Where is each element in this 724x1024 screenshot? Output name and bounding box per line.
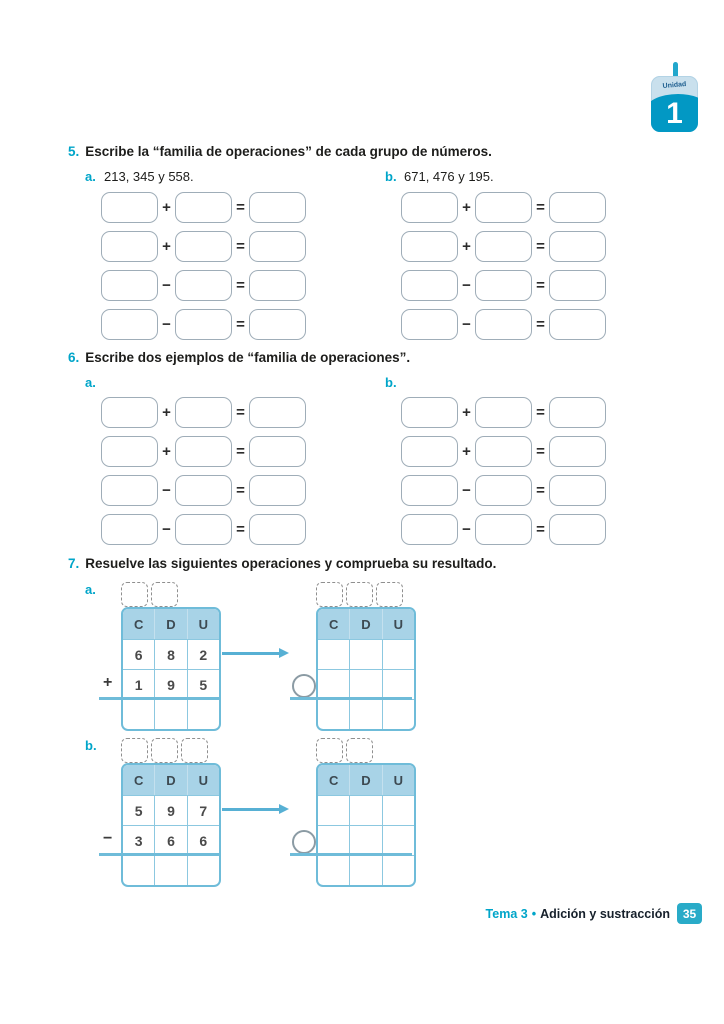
exercise7-b-operation-row (123, 795, 219, 825)
answer-box[interactable] (401, 397, 458, 428)
empty-digit-cell[interactable] (382, 826, 414, 855)
sum-line (99, 853, 219, 856)
operator-sign: − (162, 482, 171, 499)
exercise7-a-operation-header-row (123, 609, 219, 639)
digit-cell: 6 (134, 646, 143, 663)
operation-row (401, 309, 606, 340)
operator-circle[interactable] (292, 830, 316, 854)
place-value-header-cell: C (133, 616, 144, 632)
answer-box[interactable] (249, 231, 306, 262)
answer-box[interactable] (475, 436, 532, 467)
place-value-header-cell: D (349, 765, 381, 795)
arrow-icon (222, 652, 280, 655)
empty-digit-cell[interactable] (154, 856, 186, 885)
answer-box[interactable] (175, 436, 232, 467)
digit-cell: 1 (134, 676, 143, 693)
exercise6-part-a-operation-grid (101, 397, 306, 553)
carry-box[interactable] (346, 738, 373, 763)
equals-sign: = (536, 521, 545, 538)
equals-sign: = (536, 199, 545, 216)
sum-line (290, 697, 412, 700)
answer-box[interactable] (549, 514, 606, 545)
exercise6-part-a-label: a. (85, 375, 96, 390)
answer-box[interactable] (549, 475, 606, 506)
place-value-header-cell: U (382, 609, 414, 639)
exercise7-b-check-header-row (318, 765, 414, 795)
exercise7-a-check-row (318, 669, 414, 699)
empty-digit-cell[interactable] (349, 640, 381, 669)
answer-box[interactable] (475, 192, 532, 223)
operation-row (101, 436, 306, 467)
operation-row (401, 514, 606, 545)
empty-digit-cell[interactable] (382, 856, 414, 885)
exercise6-heading (68, 350, 410, 366)
answer-box[interactable] (249, 270, 306, 301)
digit-cell: 8 (154, 640, 186, 669)
equals-sign: = (536, 277, 545, 294)
empty-digit-cell[interactable] (123, 700, 154, 729)
exercise7-b-operation-row (123, 855, 219, 885)
answer-box[interactable] (101, 270, 158, 301)
answer-box[interactable] (401, 192, 458, 223)
empty-digit-cell[interactable] (318, 826, 349, 855)
empty-digit-cell[interactable] (154, 700, 186, 729)
unit-badge-card (651, 76, 698, 132)
operation-row (401, 270, 606, 301)
carry-box[interactable] (151, 738, 178, 763)
operator-sign: + (162, 238, 171, 255)
place-value-header-cell: C (133, 772, 144, 788)
exercise7-instruction: Resuelve las siguientes operaciones y comprueba su resultado. (85, 556, 497, 571)
answer-box[interactable] (249, 514, 306, 545)
operator-sign: − (162, 277, 171, 294)
empty-digit-cell[interactable] (382, 796, 414, 825)
digit-cell: 2 (187, 640, 219, 669)
place-value-header-cell: C (328, 616, 339, 632)
carry-box[interactable] (346, 582, 373, 607)
answer-box[interactable] (475, 475, 532, 506)
empty-digit-cell[interactable] (318, 856, 349, 885)
operation-row (101, 231, 306, 262)
answer-box[interactable] (101, 436, 158, 467)
exercise5-part-b-label: b. (385, 169, 397, 184)
exercise7-a-check-table (316, 607, 416, 731)
arrow-icon (222, 808, 280, 811)
operation-row (101, 514, 306, 545)
digit-cell: 5 (187, 670, 219, 699)
answer-box[interactable] (175, 231, 232, 262)
exercise7-b-operation-header-row (123, 765, 219, 795)
exercise5-part-b-operation-grid (401, 192, 606, 348)
operator-sign: + (162, 199, 171, 216)
operation-row (401, 192, 606, 223)
empty-digit-cell[interactable] (349, 700, 381, 729)
answer-box[interactable] (249, 397, 306, 428)
answer-box[interactable] (175, 514, 232, 545)
answer-box[interactable] (101, 397, 158, 428)
exercise7-a-operation-table (121, 607, 221, 731)
exercise5-part-b-numbers: 671, 476 y 195. (404, 169, 494, 184)
empty-digit-cell[interactable] (318, 700, 349, 729)
equals-sign: = (536, 238, 545, 255)
operator-circle[interactable] (292, 674, 316, 698)
exercise7-number: 7. (68, 556, 80, 571)
digit-cell: 6 (154, 826, 186, 855)
unit-badge (650, 62, 700, 134)
place-value-header-cell: U (187, 765, 219, 795)
answer-box[interactable] (475, 514, 532, 545)
footer-separator: • (531, 906, 537, 921)
answer-box[interactable] (401, 514, 458, 545)
empty-digit-cell[interactable] (349, 796, 381, 825)
empty-digit-cell[interactable] (349, 670, 381, 699)
answer-box[interactable] (475, 231, 532, 262)
exercise6-part-b-label: b. (385, 375, 397, 390)
operator-sign: + (462, 443, 471, 460)
place-value-header-cell: D (154, 765, 186, 795)
answer-box[interactable] (101, 231, 158, 262)
exercise7-part-a-label: a. (85, 582, 96, 597)
operator-sign: + (462, 404, 471, 421)
operator-sign: + (162, 404, 171, 421)
empty-digit-cell[interactable] (382, 670, 414, 699)
carry-box[interactable] (316, 738, 343, 763)
place-value-header-cell: U (382, 765, 414, 795)
operation-row (101, 475, 306, 506)
operator-sign: + (462, 199, 471, 216)
sum-line (290, 853, 412, 856)
operator-sign: + (162, 443, 171, 460)
answer-box[interactable] (549, 436, 606, 467)
operation-row (101, 270, 306, 301)
carry-box[interactable] (121, 738, 148, 763)
operation-row (401, 231, 606, 262)
digit-cell: 3 (134, 832, 143, 849)
footer-title: Adición y sustracción (540, 906, 670, 921)
exercise7-a-check-header-row (318, 609, 414, 639)
operation-row (401, 436, 606, 467)
equals-sign: = (236, 443, 245, 460)
operator-sign: + (462, 238, 471, 255)
equals-sign: = (236, 199, 245, 216)
empty-digit-cell[interactable] (123, 856, 154, 885)
operator-sign: − (162, 521, 171, 538)
digit-cell: 6 (187, 826, 219, 855)
exercise5-instruction: Escribe la “familia de operaciones” de cada grupo de números. (85, 144, 492, 159)
answer-box[interactable] (175, 475, 232, 506)
exercise7-heading (68, 556, 496, 572)
answer-box[interactable] (401, 231, 458, 262)
digit-cell: 9 (154, 670, 186, 699)
sum-line (99, 697, 219, 700)
exercise7-b-check-row (318, 825, 414, 855)
place-value-header-cell: U (187, 609, 219, 639)
equals-sign: = (536, 482, 545, 499)
answer-box[interactable] (401, 475, 458, 506)
exercise7-a-operation-row (123, 699, 219, 729)
empty-digit-cell[interactable] (318, 670, 349, 699)
answer-box[interactable] (475, 397, 532, 428)
footer-tema: Tema 3 (485, 906, 528, 921)
answer-box[interactable] (249, 309, 306, 340)
answer-box[interactable] (549, 397, 606, 428)
exercise7-b-check-row (318, 855, 414, 885)
empty-digit-cell[interactable] (382, 700, 414, 729)
exercise7-b-check-table (316, 763, 416, 887)
answer-box[interactable] (101, 475, 158, 506)
operation-row (401, 475, 606, 506)
answer-box[interactable] (101, 514, 158, 545)
answer-box[interactable] (475, 309, 532, 340)
empty-digit-cell[interactable] (349, 856, 381, 885)
carry-box[interactable] (376, 582, 403, 607)
answer-box[interactable] (249, 436, 306, 467)
answer-box[interactable] (249, 192, 306, 223)
operator-sign: − (162, 316, 171, 333)
empty-digit-cell[interactable] (318, 796, 349, 825)
answer-box[interactable] (175, 192, 232, 223)
answer-box[interactable] (175, 270, 232, 301)
answer-box[interactable] (401, 309, 458, 340)
page-footer (486, 903, 702, 924)
exercise7-a-check-row (318, 699, 414, 729)
unit-badge-label: Unidad (662, 80, 687, 91)
answer-box[interactable] (401, 270, 458, 301)
operator-sign: − (462, 316, 471, 333)
empty-digit-cell[interactable] (318, 640, 349, 669)
exercise6-number: 6. (68, 350, 80, 365)
place-value-header-cell: D (349, 609, 381, 639)
empty-digit-cell[interactable] (349, 826, 381, 855)
equals-sign: = (536, 316, 545, 333)
equals-sign: = (236, 316, 245, 333)
answer-box[interactable] (101, 309, 158, 340)
answer-box[interactable] (175, 309, 232, 340)
carry-box[interactable] (181, 738, 208, 763)
exercise6-part-b-operation-grid (401, 397, 606, 553)
digit-cell: 7 (187, 796, 219, 825)
exercise7-a-check-row (318, 639, 414, 669)
answer-box[interactable] (475, 270, 532, 301)
answer-box[interactable] (549, 270, 606, 301)
empty-digit-cell[interactable] (187, 700, 219, 729)
digit-cell: 9 (154, 796, 186, 825)
operator-sign: − (462, 521, 471, 538)
equals-sign: = (236, 277, 245, 294)
exercise5-part-a-numbers: 213, 345 y 558. (104, 169, 194, 184)
exercise7-a-operation-row (123, 669, 219, 699)
place-value-header-cell: C (328, 772, 339, 788)
exercise7-b-operation-table (121, 763, 221, 887)
answer-box[interactable] (549, 309, 606, 340)
exercise7-a-operation-row (123, 639, 219, 669)
digit-cell: 5 (134, 802, 143, 819)
operation-row (401, 397, 606, 428)
equals-sign: = (536, 404, 545, 421)
carry-box[interactable] (316, 582, 343, 607)
exercise7-b-operation-row (123, 825, 219, 855)
exercise5-part-a-operation-grid (101, 192, 306, 348)
exercise5-number: 5. (68, 144, 80, 159)
exercise6-instruction: Escribe dos ejemplos de “familia de operaciones”. (85, 350, 411, 365)
carry-box[interactable] (121, 582, 148, 607)
answer-box[interactable] (249, 475, 306, 506)
answer-box[interactable] (549, 231, 606, 262)
equals-sign: = (236, 482, 245, 499)
operator-sign: − (462, 277, 471, 294)
empty-digit-cell[interactable] (187, 856, 219, 885)
place-value-header-cell: D (154, 609, 186, 639)
exercise7-part-b-label: b. (85, 738, 97, 753)
exercise5-heading (68, 144, 492, 160)
answer-box[interactable] (401, 436, 458, 467)
unit-badge-number: 1 (666, 97, 683, 130)
table-operator-sign: − (103, 829, 113, 847)
answer-box[interactable] (101, 192, 158, 223)
equals-sign: = (536, 443, 545, 460)
equals-sign: = (236, 521, 245, 538)
exercise7-b-check-row (318, 795, 414, 825)
operation-row (101, 192, 306, 223)
table-operator-sign: + (103, 673, 113, 691)
empty-digit-cell[interactable] (382, 640, 414, 669)
footer-page-number: 35 (677, 903, 702, 924)
operation-row (101, 309, 306, 340)
exercise5-part-a-label: a. (85, 169, 96, 184)
equals-sign: = (236, 238, 245, 255)
answer-box[interactable] (175, 397, 232, 428)
operation-row (101, 397, 306, 428)
answer-box[interactable] (549, 192, 606, 223)
carry-box[interactable] (151, 582, 178, 607)
equals-sign: = (236, 404, 245, 421)
operator-sign: − (462, 482, 471, 499)
